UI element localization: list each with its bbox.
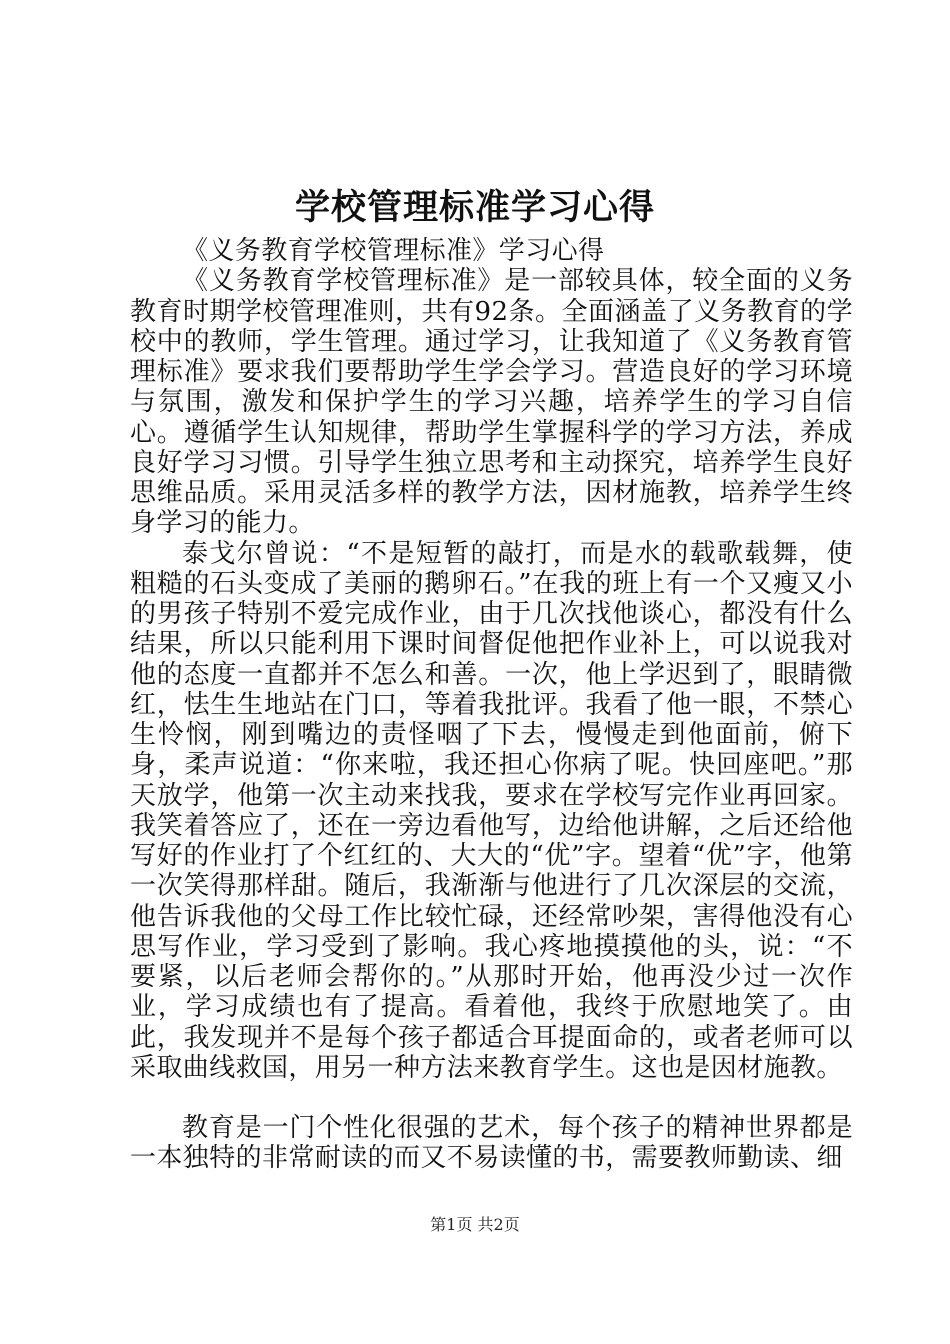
paragraph-subtitle: 《义务教育学校管理标准》学习心得 (182, 236, 605, 266)
paragraph-intro: 《义务教育学校管理标准》是一部较具体，较全面的义务教育时期学校管理准则，共有92条。全面涵盖了义务教育的学校中的教师，学生管理。通过学习，让我知道了《义务教育管理标准》要求我们要帮助学生学会学习。营造良好的学习环境与氛围，激发和保护学生的学习兴趣，培养学生的学习自信心。遵循学生认知规律，帮助学生掌握科学的学习方法，养成良好学习习惯。引导学生独立思考和主动探究，培养学生良好思维品质。采用灵活多样的教学方法，因材施教，培养学生终身学习的能力。 (130, 266, 853, 539)
page-footer: 第1页 共2页 (430, 1215, 520, 1234)
paragraph-conclusion: 教育是一门个性化很强的艺术，每个孩子的精神世界都是一本独特的非常耐读的而又不易读懂的书，需要教师勤读、细 (130, 1113, 853, 1174)
paragraph-story: 泰戈尔曾说：“不是短暂的敲打，而是水的载歌载舞，使粗糙的石头变成了美丽的鹅卵石。”在我的班上有一个又瘦又小的男孩子特别不爱完成作业，由于几次找他谈心，都没有什么结果，所以只能利用下课时间督促他把作业补上，可以说我对他的态度一直都并不怎么和善。一次，他上学迟到了，眼睛微红，怯生生地站在门口，等着我批评。我看了他一眼，不禁心生怜悯，刚到嘴边的责怪咽了下去，慢慢走到他面前，俯下身，柔声说道：“你来啦，我还担心你病了呢。快回座吧。”那天放学，他第一次主动来找我，要求在学校写完作业再回家。我笑着答应了，还在一旁边看他写，边给他讲解，之后还给他写好的作业打了个红红的、大大的“优”字。望着“优”字，他第一次笑得那样甜。随后，我渐渐与他进行了几次深层的交流，他告诉我他的父母工作比较忙碌，还经常吵架，害得他没有心思写作业，学习受到了影响。我心疼地摸摸他的头，说：“不要紧，以后老师会帮你的。”从那时开始，他再没少过一次作业，学习成绩也有了提高。看着他，我终于欣慰地笑了。由此，我发现并不是每个孩子都适合耳提面命的，或者老师可以采取曲线救国，用另一种方法来教育学生。这也是因材施教。 (130, 538, 853, 1083)
document-body (130, 236, 853, 1174)
document-title: 学校管理标准学习心得 (294, 187, 655, 228)
